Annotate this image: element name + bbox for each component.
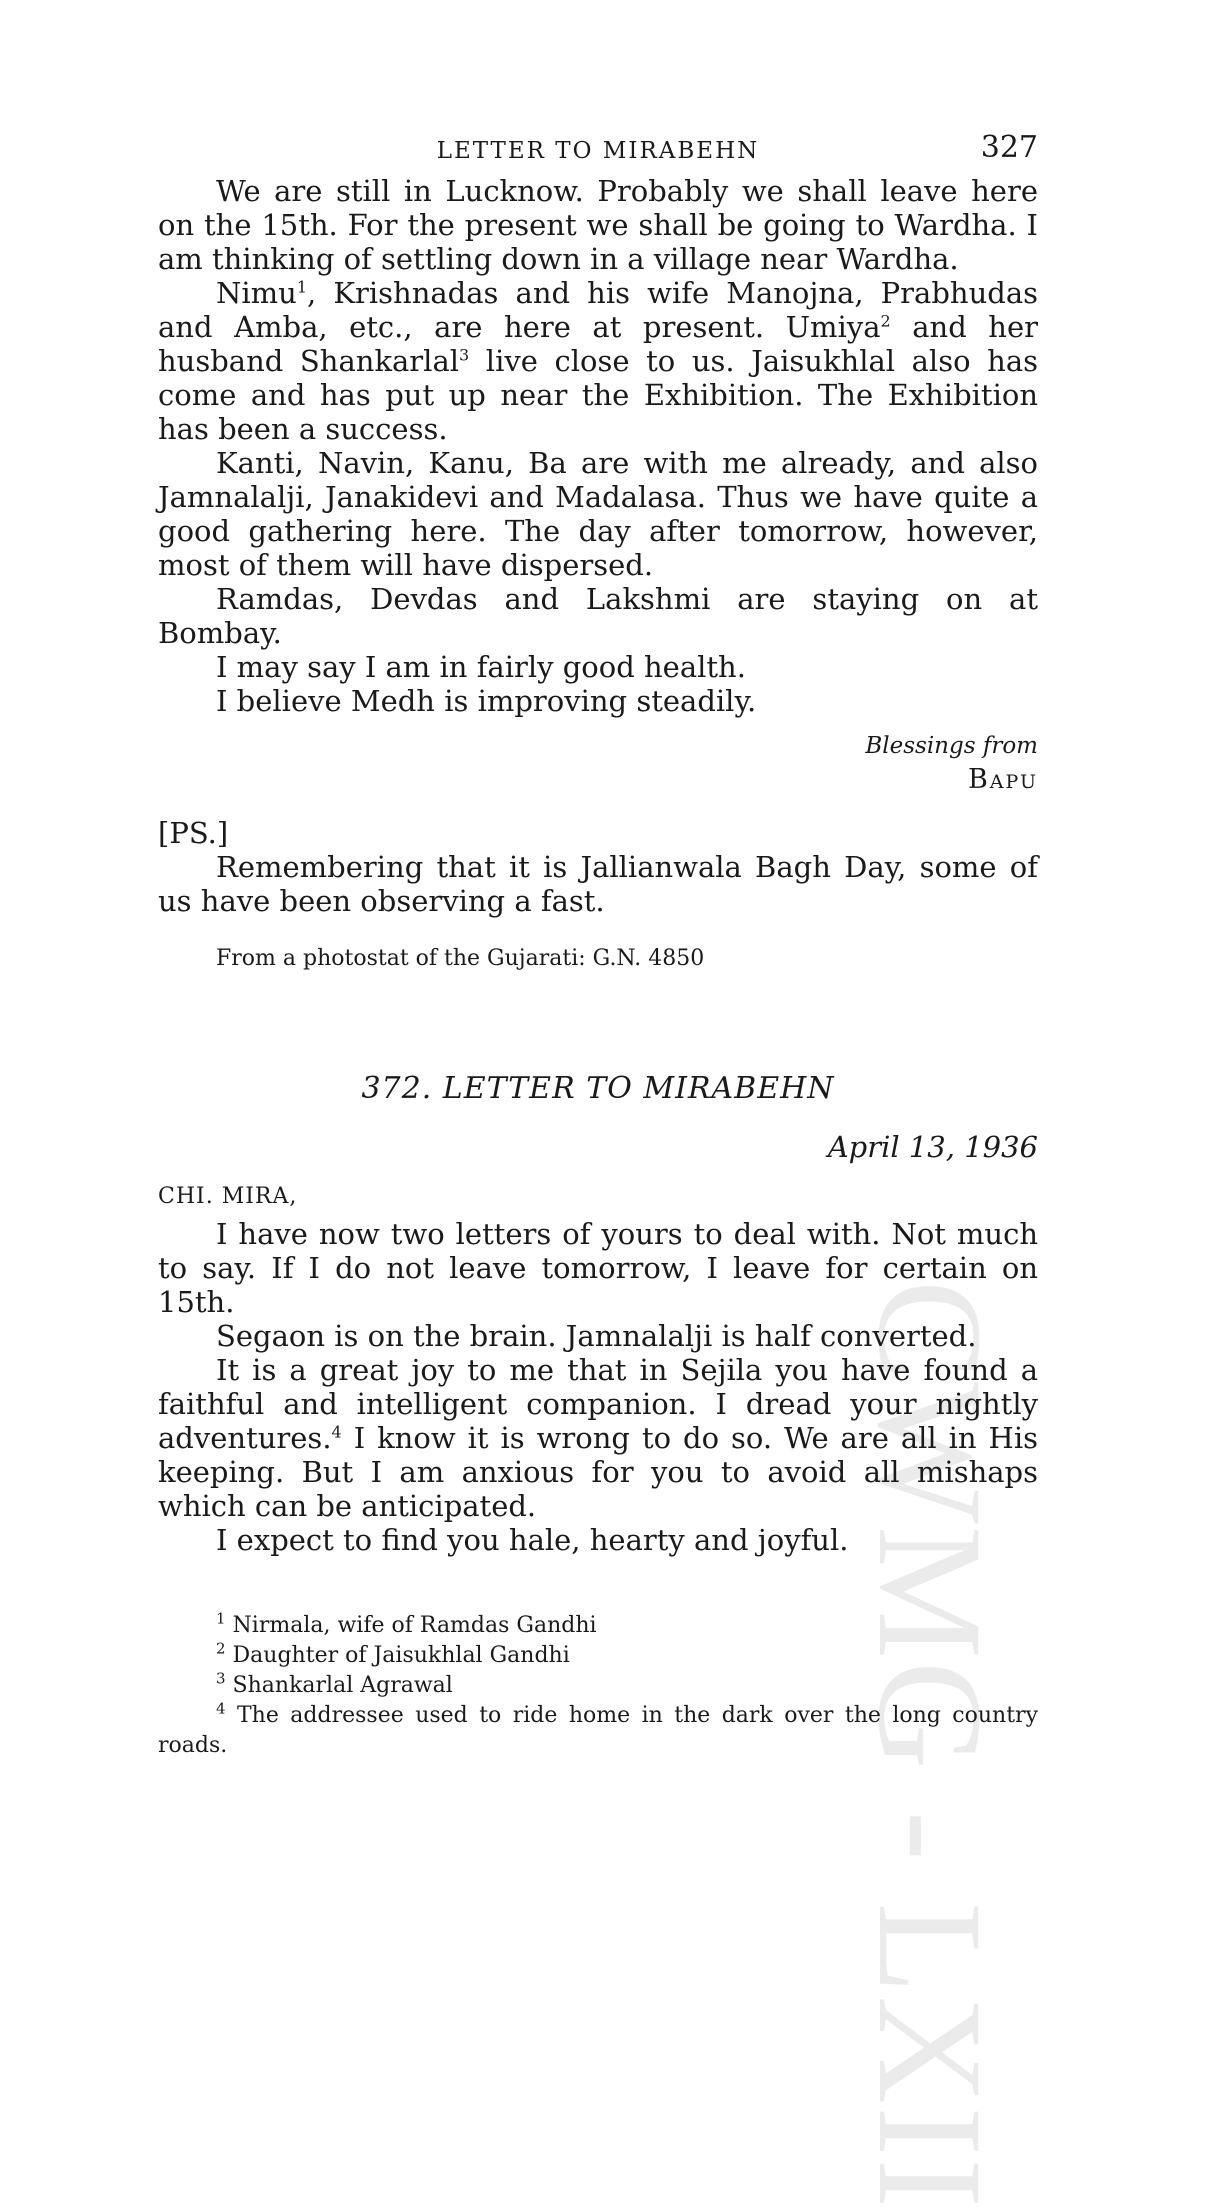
paragraph: I have now two letters of yours to deal with. Not much to say. If I do not leave tomorrow, I leave for certain on 15th. bbox=[158, 1217, 1038, 1319]
letter-date: April 13, 1936 bbox=[827, 1130, 1038, 1164]
letter-2-body bbox=[158, 1217, 1038, 1557]
footnotes bbox=[158, 1611, 1038, 1761]
source-note: From a photostat of the Gujarati: G.N. 4850 bbox=[216, 946, 705, 971]
footnote: $^3$ Shankarlal Agrawal bbox=[216, 1669, 453, 1698]
footnote-ref: 1 bbox=[296, 277, 308, 297]
paragraph: Kanti, Navin, Kanu, Ba are with me already, and also Jamnalalji, Janakidevi and Madalasa. Thus we have quite a good gathering here. The day after tomorrow, however, most of them will have dispersed. bbox=[158, 446, 1038, 582]
salutation: CHI. MIRA, bbox=[158, 1184, 298, 1209]
blessings: Blessings from bbox=[865, 733, 1038, 759]
ps-label: [PS.] bbox=[158, 816, 229, 850]
footnote: $^2$ Daughter of Jaisukhlal Gandhi bbox=[216, 1639, 570, 1668]
letter-1-body bbox=[158, 174, 1038, 718]
section-heading: 372. LETTER TO MIRABEHN bbox=[361, 1071, 835, 1106]
running-title: LETTER TO MIRABEHN bbox=[436, 138, 760, 164]
footnote-ref: 4 bbox=[331, 1422, 342, 1442]
content bbox=[158, 130, 1038, 1761]
signature: Bapu bbox=[967, 764, 1038, 795]
paragraph: We are still in Lucknow. Probably we shall leave here on the 15th. For the present we shall be going to Wardha. I am thinking of settling down in a village near Wardha. bbox=[158, 174, 1038, 276]
watermark: CWMG - LXII bbox=[847, 1280, 1013, 2210]
paragraph: Segaon is on the brain. Jamnalalji is half converted. bbox=[216, 1319, 977, 1353]
paragraph: I expect to find you hale, hearty and joyful. bbox=[216, 1523, 849, 1557]
footnote: $^1$ Nirmala, wife of Ramdas Gandhi bbox=[216, 1609, 597, 1638]
paragraph: I believe Medh is improving steadily. bbox=[216, 684, 757, 718]
footnote-ref: 3 bbox=[459, 345, 470, 365]
footnote-ref: 2 bbox=[880, 311, 891, 331]
paragraph: Nimu$^1$, Krishnadas and his wife Manojna, Prabhudas and Amba, etc., are here at present. Umiya$^2$ and her husband Shankarlal$^3$ live close to us. Jaisukhlal also has come and has put up near the Exhibition. The Exhibition has been a success. bbox=[158, 276, 1038, 446]
paragraph: It is a great joy to me that in Sejila you have found a faithful and intelligent companion. I dread your nightly adventures.$^4$ I know it is wrong to do so. We are all in His keeping. But I am anxious for you to avoid all mishaps which can be anticipated. bbox=[158, 1353, 1038, 1523]
paragraph: Ramdas, Devdas and Lakshmi are staying on at Bombay. bbox=[158, 582, 1038, 650]
postscript bbox=[158, 850, 1038, 918]
page-number: 327 bbox=[980, 130, 1038, 165]
paragraph: I may say I am in fairly good health. bbox=[216, 650, 746, 684]
footnote: $^4$ The addressee used to ride home in the dark over the long country roads. bbox=[158, 1699, 1038, 1758]
closing bbox=[158, 730, 1038, 798]
paragraph: Remembering that it is Jallianwala Bagh Day, some of us have been observing a fast. bbox=[158, 850, 1038, 918]
running-head bbox=[158, 130, 1038, 174]
